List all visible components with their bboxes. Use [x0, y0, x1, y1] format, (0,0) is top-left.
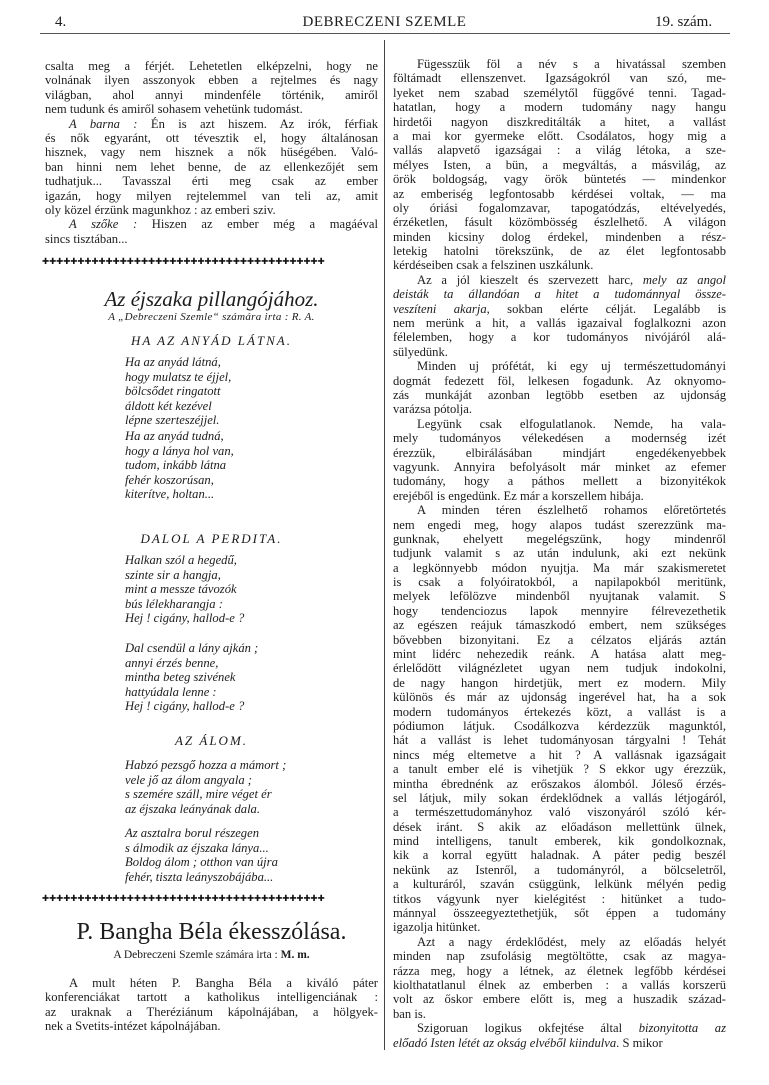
text-line: dogmát fedezett föl, lelkesen fogadunk. Az oknyomo- — [393, 373, 726, 388]
text-line: modern tudományos értekezés közt, a vallást is a — [393, 704, 726, 719]
text-line: mind intelligens, tanult emberek, kik gondolkoznak, — [393, 834, 726, 849]
text-line: bővebben bizonyitani. Ez a célzatos eljárás aztán — [393, 632, 726, 647]
text-line: az uraknak a Theréziánum kápolnájában, a hölgyek- — [45, 1004, 378, 1019]
text-line: mélyes Isten, a bün, a megváltás, a másvilág, az — [393, 157, 726, 172]
text-line: volnának ilyen asszonyok ebben a rejtelmes és nagy — [45, 73, 378, 88]
poem-stanza — [125, 553, 244, 626]
newspaper-title: DEBRECZENI SZEMLE — [302, 14, 467, 30]
text-segment: Szigoruan logikus okfejtése által — [417, 1021, 639, 1036]
text-line: világban, ahol annyi mindenféle történik, amiről — [45, 87, 378, 102]
text-line: hogy mulatsz te éjjel, — [125, 369, 232, 384]
poem-stanza — [125, 758, 286, 816]
text-line: sel látjuk, mily sokan érdeklődnek a vallás létjogáról, — [393, 790, 726, 805]
text-line: csalta meg a férjét. Lehetetlen elképzelni, hogy ne — [45, 59, 378, 73]
text-line: minden nap zsufolásig megtöltötte, csak az magya- — [393, 949, 726, 964]
italic-text: előadó Isten létét az okság elvéből kiindulva — [393, 1035, 617, 1050]
text-line: A mult héten P. Bangha Béla a kiváló páter — [69, 976, 378, 990]
text-line: Ha az anyád tudná, — [125, 429, 224, 443]
header-rule — [40, 33, 730, 34]
text-line: különös és már az ujdonság ingerével hat, ha a sok — [393, 690, 726, 705]
text-line — [393, 1036, 726, 1050]
text-segment: , sokban elérte célját. Legalább is — [486, 301, 726, 316]
text-line: titkos vágyunk nyer kielégitést : hitünket a tudo- — [393, 891, 726, 906]
italic-text: bizonyitotta az — [638, 1021, 726, 1036]
text-line: föltámadt ellenszenvet. Igazságokról van szó, me- — [393, 71, 726, 86]
poem-section-heading: AZ ÁLOM. — [174, 733, 249, 748]
text-line: Az asztalra borul részegen — [125, 826, 259, 840]
text-line — [393, 1021, 726, 1035]
article-title: P. Bangha Béla ékesszólása. — [76, 919, 347, 945]
text-line: minden kicsiny dolog érdekel, mindenben a rész- — [393, 229, 726, 244]
text-line: a tanult ember elé is vihetjük ? S ekkor ugy érezzük, — [393, 762, 726, 777]
text-line: érlelődött világnézletet ugyan nem tudjuk indokolni, — [393, 661, 726, 676]
text-line: varázsa pótolja. — [393, 402, 473, 417]
text-line: fehér, tiszta leányszobájába... — [125, 869, 274, 884]
text-line — [393, 287, 726, 301]
text-line: és nők egyaránt, ott tévesztik el, hogy általánosan — [45, 130, 378, 145]
text-segment: Hiszen az ember még a magáéval — [137, 217, 378, 232]
text-line: félelemben, hogy a kor tudományos nivójáról alá- — [393, 330, 726, 345]
text-line: melyek lefölözve mindenből nyujtanak valamit. S — [393, 589, 726, 604]
text-line: kik a korral együtt haladnak. A páter pedig beszél — [393, 848, 726, 863]
text-line: is csak a folyóiratokból, a napilapokból meritünk, — [393, 575, 726, 590]
poem-byline: A „Debreczeni Szemle“ számára irta : R. A. — [108, 311, 315, 323]
text-line: Dal csendül a lány ajkán ; — [125, 641, 259, 655]
text-line: Habzó pezsgő hozza a mámort ; — [125, 758, 287, 772]
poem-section-heading: DALOL A PERDITA. — [140, 531, 283, 546]
text-line: mint lidérc nehezedik reánk. A hatása alatt meg- — [393, 647, 726, 662]
text-line: hát a vallást is lehet tudományosan tárgyalni ! Tehát — [393, 733, 726, 748]
text-line: áldott két kezével — [125, 398, 212, 413]
text-line: de nagy hangon hirdetjük, mert ez modern. Mily — [393, 675, 726, 690]
text-line: nem merünk a hit, a vallás igazaival foglalkozni azon — [393, 316, 726, 331]
text-line: tudjunk valamit s az után indulunk, aki ezt nekünk — [393, 546, 726, 561]
text-line: Hej ! cigány, hallod-e ? — [125, 611, 245, 625]
text-line: hogy tendenciozus lapok mennyire félrevezethetik — [393, 603, 726, 618]
text-line: zás munkáját azonban legtöbb esetben az ujdonság — [393, 387, 726, 402]
text-line: a mai kor gyermeke előtt. Csodálatos, hogy mig a — [393, 128, 726, 143]
poem-stanza — [125, 355, 231, 428]
text-line: kiolthatatlanul élnek az emberben : a vallás korszerü — [393, 978, 726, 992]
text-segment: Az a jól kieszelt és szervezett harc, — [417, 272, 643, 287]
text-line: nem tudunk és amiről sohasem vehetünk tudomást. — [45, 102, 303, 117]
text-line: Hej ! cigány, hallod-e ? — [125, 699, 245, 713]
ornament-divider: ✚✚✚✚✚✚✚✚✚✚✚✚✚✚✚✚✚✚✚✚✚✚✚✚✚✚✚✚✚✚✚✚✚✚✚✚✚✚✚✚ — [42, 257, 325, 266]
text-line: A minden téren észlelhető rohamos előretörtetés — [417, 503, 726, 518]
text-line: az éjszaka leányának dala. — [125, 801, 261, 816]
text-line: mintha ébrednénk az erőszakos álomból. Jóleső érzés- — [393, 776, 726, 791]
text-line: hogy a lánya hol van, — [125, 443, 234, 458]
text-line: rázza meg, hogy a létnek, az életnek legfőbb kérdései — [393, 963, 726, 978]
text-line: a kulturáról, szaván csüggünk, lelkünk mélyén pedig — [393, 877, 726, 892]
text-line: a legkönnyebb módon nyujtja. Ma már szakismeretet — [393, 560, 726, 575]
text-line: pódiumon látjuk. Csodálkozva kérdezzük magunktól, — [393, 718, 726, 733]
byline-author: M. m. — [280, 949, 310, 961]
text-line: a természettudományhoz való viszonyáról szóló kér- — [393, 805, 726, 820]
article-paragraph — [45, 976, 378, 1034]
text-line: az egészen reájuk támaszkodó embert, nem szükséges — [393, 618, 726, 633]
issue-number: 19. szám. — [655, 14, 713, 30]
text-line — [45, 217, 378, 231]
right-column-text — [393, 57, 726, 1050]
text-line: hisznek, vagy nem hisznek a nők hüségében. Való- — [45, 145, 378, 160]
text-line: volt az őskor embere előtt is, meg a huszadik század- — [393, 992, 726, 1007]
text-line: fehér koszorúsan, — [125, 472, 214, 487]
text-line: s álmodik az éjszaka lánya... — [125, 840, 269, 855]
text-line: szinte sir a hangja, — [125, 567, 221, 582]
text-line: ban hinni nem lehet benne, de az ellenkezőjét sem — [45, 159, 378, 174]
text-line: vallás alapvető igazságai : a világ létoka, a sze- — [393, 143, 726, 158]
italic-text: A barna : — [69, 116, 138, 131]
poem-stanza — [125, 641, 258, 714]
text-line: az emberiség legfontosabb kérdései voltak, — ma — [393, 186, 726, 201]
text-line: Fügesszük föl a név s a hivatással szemben — [417, 57, 726, 71]
text-line: kiterítve, holtan... — [125, 487, 215, 501]
poem-stanza — [125, 826, 278, 884]
article-byline — [45, 949, 378, 961]
text-line: annyi érzés benne, — [125, 655, 219, 670]
text-line: sincs tisztában... — [45, 231, 128, 246]
text-line: vagyunk. Annyira befolyásolt már minket az efemer — [393, 459, 726, 474]
poem-stanza — [125, 429, 234, 502]
poem-title: Az éjszaka pillangójához. — [104, 287, 319, 311]
text-line: oly közel érzünk magunkhoz : az emberi sziv. — [45, 202, 276, 217]
italic-text: A szőke : — [69, 217, 138, 232]
text-line: bús lélekharangja : — [125, 596, 223, 611]
page-number: 4. — [55, 14, 67, 30]
column-divider — [384, 40, 385, 1050]
text-line: kérdéseiben csak a felszinen uszkálunk. — [393, 258, 594, 273]
text-line: örök boldogság, vagy örök büntetés — mindenkor — [393, 172, 726, 187]
text-line: konferenciákat tartott a katholikus intelligenciának : — [45, 990, 378, 1005]
text-line — [393, 302, 726, 316]
italic-text: mely az angol — [642, 272, 726, 287]
text-line: Ha az anyád látná, — [125, 355, 221, 369]
text-line: letekig hatolni törekszünk, de az élet legfontosabb — [393, 244, 726, 259]
text-line: mánnyal összeegyeztethetjük, sőt éppen a tudomány — [393, 906, 726, 921]
text-line: gunknak, ehelyett megelégszünk, hogy mindenről — [393, 531, 726, 546]
text-line: Minden uj prófétát, ki egy uj természettudományi — [417, 359, 726, 374]
text-line: igazolja hitünket. — [393, 920, 481, 935]
text-line: nem engedi meg, hogy alapos tudást szerezzünk ma- — [393, 517, 726, 532]
text-line: érezzük, elbirálásában mindjárt engedékenyebbek — [393, 445, 726, 460]
text-line: s szemére száll, mire véget ér — [125, 787, 272, 801]
text-line: mintha beteg szivének — [125, 670, 236, 684]
text-line: vele jő az álom angyala ; — [125, 772, 252, 787]
text-line: érzéketlen, fásult közömbösség észlelhető. A világon — [393, 215, 726, 230]
text-line: hattyúdala lenne : — [125, 684, 217, 699]
text-line: hirdetői nagyon diszkreditálták a hitet, a vallást — [393, 114, 726, 129]
text-line: ban is. — [393, 1006, 426, 1021]
text-line: Halkan szól a hegedű, — [125, 553, 237, 567]
text-line — [393, 273, 726, 287]
text-line: bölcsődet ringatott — [125, 384, 221, 398]
text-line: lépne szerteszéjjel. — [125, 413, 220, 427]
text-line: tudomány, hogy a páthos mellett a bizonyitékok — [393, 474, 726, 489]
left-intro-text — [45, 59, 378, 246]
text-line: igazán, hogy milyen rejtelemmel van teli az, amit — [45, 188, 378, 203]
text-segment: Én is azt hiszem. Az irók, férfiak — [137, 116, 378, 131]
text-line: lyeket nem szabad személytől függővé tenni. Tagad- — [393, 85, 726, 100]
text-line: dések iránt. S akik az előadáson mellettünk ülnek, — [393, 819, 726, 834]
poem-section-heading: HA AZ ANYÁD LÁTNA. — [131, 333, 292, 348]
italic-text: veszíteni akarja — [393, 301, 487, 316]
text-line: nek a Svetits-intézet kápolnájában. — [45, 1019, 221, 1034]
text-line: mely tudományos vélekedésen a modernség izét — [393, 431, 726, 446]
text-line: tudhatjuk... Tavasszal érti meg csak az ember — [45, 174, 378, 189]
text-line: nincs még eltemetve a hit ? A vallásnak igazságait — [393, 747, 726, 762]
text-line: nekünk az Istenről, a tudományról, a bölcseletről, — [393, 862, 726, 877]
text-segment: . S mikor — [616, 1035, 663, 1050]
text-line: Legyünk csak elfogulatlanok. Nemde, ha vala- — [417, 416, 726, 431]
text-line: hatatlan, hogy a modern tudomány nagy hangu — [393, 100, 726, 115]
text-line: tudom, inkább látna — [125, 458, 227, 472]
byline-prefix: A Debreczeni Szemle számára irta : — [113, 949, 281, 961]
text-line: Boldog álom ; otthon van újra — [125, 855, 278, 869]
text-line: Azt a nagy érdeklődést, mely az előadás helyét — [417, 934, 726, 949]
text-line: mint a messze távozók — [125, 582, 237, 596]
text-line: sülyedünk. — [393, 344, 448, 359]
ornament-divider: ✚✚✚✚✚✚✚✚✚✚✚✚✚✚✚✚✚✚✚✚✚✚✚✚✚✚✚✚✚✚✚✚✚✚✚✚✚✚✚✚ — [42, 894, 325, 903]
text-line: oly óriási fogalomzavar, tapogatódzás, eltévelyedés, — [393, 200, 726, 215]
text-line — [45, 117, 378, 131]
italic-text: deisták ta állandóan a hitet a tudománnyal össze- — [393, 287, 726, 302]
text-line: erejéből is engedünk. Ez már a korszellem hibája. — [393, 488, 644, 503]
